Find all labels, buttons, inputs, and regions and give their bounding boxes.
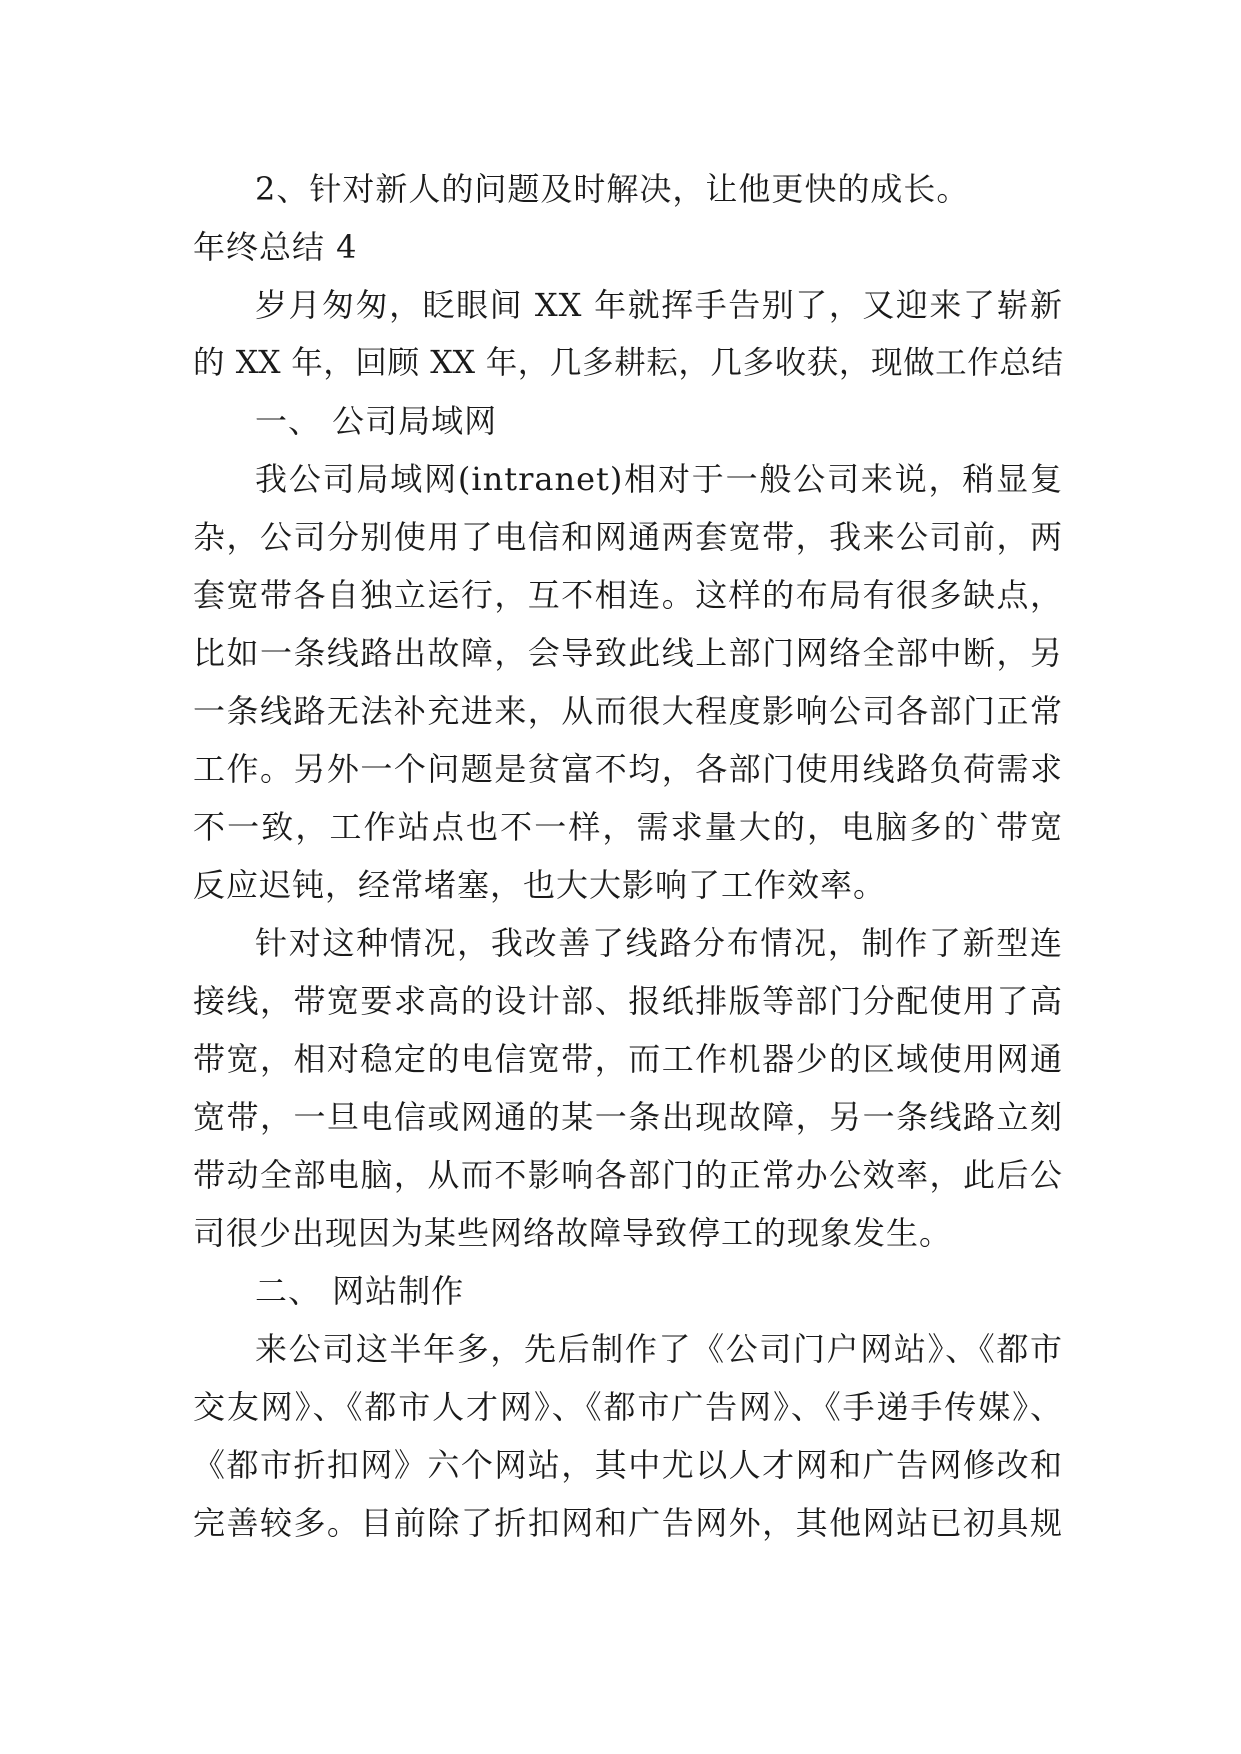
body-text-line: 《都市折扣网》六个网站，其中尤以人才网和广告网修改和 (193, 1446, 1063, 1484)
body-text-line: 岁月匆匆，眨眼间 XX 年就挥手告别了，又迎来了崭新 (255, 286, 1063, 324)
body-text-line: 工作。另外一个问题是贫富不均，各部门使用线路负荷需求 (193, 750, 1063, 788)
body-text-line: 我公司局域网(intranet)相对于一般公司来说，稍显复 (255, 460, 1063, 498)
body-text-line: 反应迟钝，经常堵塞，也大大影响了工作效率。 (193, 866, 887, 904)
body-text-line: 套宽带各自独立运行，互不相连。这样的布局有很多缺点， (193, 576, 1063, 614)
section-heading: 年终总结 4 (193, 228, 358, 266)
body-text-line: 比如一条线路出故障，会导致此线上部门网络全部中断，另 (193, 634, 1063, 672)
body-text-line: 一条线路无法补充进来，从而很大程度影响公司各部门正常 (193, 692, 1063, 730)
body-text-line: 针对这种情况，我改善了线路分布情况，制作了新型连 (255, 924, 1063, 962)
body-text-line: 完善较多。目前除了折扣网和广告网外，其他网站已初具规 (193, 1504, 1063, 1542)
body-text-line: 宽带，一旦电信或网通的某一条出现故障，另一条线路立刻 (193, 1098, 1063, 1136)
body-text-line: 接线，带宽要求高的设计部、报纸排版等部门分配使用了高 (193, 982, 1063, 1020)
body-text-line: 2、针对新人的问题及时解决，让他更快的成长。 (255, 170, 970, 208)
subsection-heading: 一、 公司局域网 (255, 402, 498, 440)
body-text-line: 司很少出现因为某些网络故障导致停工的现象发生。 (193, 1214, 953, 1252)
body-text-line: 杂，公司分别使用了电信和网通两套宽带，我来公司前，两 (193, 518, 1063, 556)
body-text-line: 带动全部电脑，从而不影响各部门的正常办公效率，此后公 (193, 1156, 1063, 1194)
body-text-line: 不一致，工作站点也不一样，需求量大的，电脑多的`带宽 (193, 808, 1063, 846)
body-text-line: 来公司这半年多，先后制作了《公司门户网站》、《都市 (255, 1330, 1063, 1368)
body-text-line: 的 XX 年，回顾 XX 年，几多耕耘，几多收获，现做工作总结 (193, 345, 1063, 381)
subsection-heading: 二、 网站制作 (255, 1272, 465, 1310)
body-text-line: 交友网》、《都市人才网》、《都市广告网》、《手递手传媒》、 (193, 1388, 1063, 1426)
body-text-line: 带宽，相对稳定的电信宽带，而工作机器少的区域使用网通 (193, 1040, 1063, 1078)
